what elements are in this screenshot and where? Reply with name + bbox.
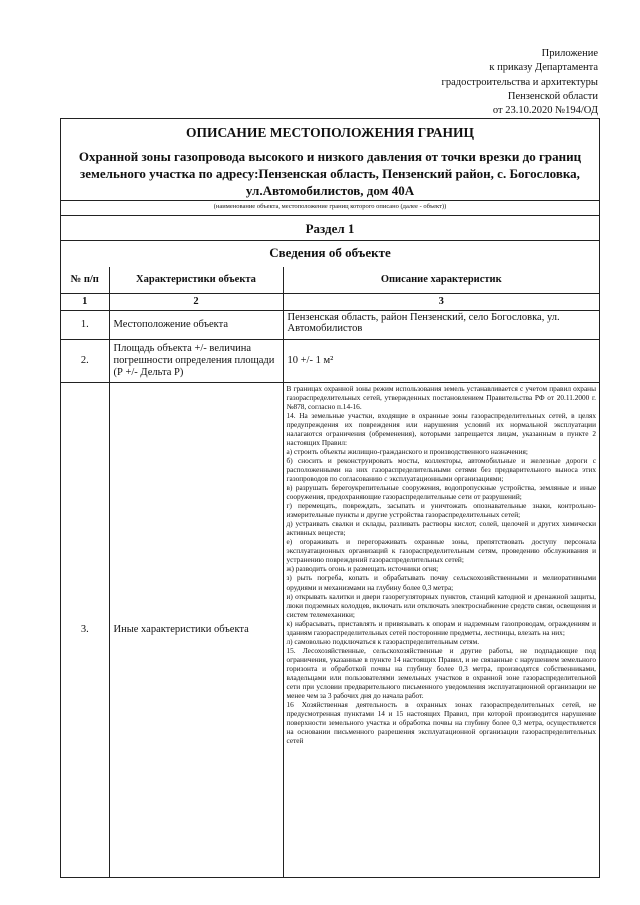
row-number: 2. bbox=[61, 339, 109, 382]
appendix-line: от 23.10.2020 №194/ОД bbox=[492, 105, 598, 117]
restriction-paragraph: и) открывать калитки и двери газорегуляторных пунктов, станций катодной и дренажной защиты, люки подземных колодцев, включать или отключать электроснабжение средств связи, освещения и систем телемеханики; bbox=[286, 591, 596, 619]
header-cell: № п/п bbox=[61, 267, 109, 293]
row-value: 10 +/- 1 м² bbox=[283, 339, 599, 382]
restriction-paragraph: а) строить объекты жилищно-гражданского и производственного назначения; bbox=[286, 446, 528, 456]
row-value: Пензенская область, район Пензенский, село Богословка, ул. Автомобилистов bbox=[283, 310, 599, 339]
number-cell: 2 bbox=[109, 293, 283, 310]
restriction-paragraph: г) перемещать, повреждать, засыпать и уничтожать опознавательные знаки, контрольно-измерительные пункты и другие устройства газораспределительных сетей; bbox=[286, 501, 596, 520]
object-caption: (наименование объекта, местоположение границ которого описано (далее - объект)) bbox=[213, 203, 447, 210]
row-number: 3. bbox=[61, 382, 109, 877]
appendix-line: к приказу Департамента bbox=[489, 62, 598, 74]
caption-rule bbox=[61, 200, 599, 201]
section-title: Раздел 1 bbox=[305, 221, 355, 236]
table-row bbox=[61, 339, 599, 382]
header-cell: Характеристики объекта bbox=[109, 267, 283, 293]
document-frame bbox=[60, 118, 600, 878]
restriction-paragraph: з) рыть погреба, копать и обрабатывать почву сельскохозяйственными и мелиоративными орудиями и механизмами на глубину более 0,3 метра; bbox=[286, 573, 596, 592]
appendix-line: Приложение bbox=[541, 48, 598, 59]
object-description: Охранной зоны газопровода высокого и низкого давления от точки врезки до границ земельного участка по адресу:Пензенская область, Пензенский район, с. Богословка, ул.Автомобилистов, дом 40А bbox=[78, 149, 582, 198]
restriction-paragraph: В границах охранной зоны режим использования земель устанавливается с учетом правил охраны газораспределительных сетей, утвержденных постановлением Правительства РФ от 20.11.2000 г. №878, согласно п.14-16. bbox=[286, 383, 596, 411]
table-numbering-row bbox=[61, 293, 599, 310]
restriction-paragraph: д) устраивать свалки и склады, разливать растворы кислот, солей, щелочей и других химически активных веществ; bbox=[286, 519, 596, 538]
appendix-block bbox=[442, 47, 598, 118]
appendix-line: Пензенской области bbox=[507, 90, 598, 102]
row-characteristic: Иные характеристики объекта bbox=[109, 382, 283, 877]
restriction-paragraph: 16 Хозяйственная деятельность в охранных зонах газораспределительных сетей, не предусмотренная пунктами 14 и 15 настоящих Правил, при которой производится нарушение поверхности земельного участка и обработка почвы на глубину более 0,3 метра, осуществляется на основании письменного разрешения эксплуатационной организации газораспределительных сетей bbox=[286, 700, 596, 746]
header-cell: Описание характеристик bbox=[283, 267, 599, 293]
number-cell: 3 bbox=[283, 293, 599, 310]
restriction-paragraph: ж) разводить огонь и размещать источники огня; bbox=[286, 564, 439, 574]
restriction-paragraph: 15. Лесохозяйственные, сельскохозяйственные и другие работы, не подпадающие под ограничения, указанные в пункте 14 настоящих Правил, и не связанные с нарушением земельного горизонта и обработкой почвы на глубину более 0,3 метра, производятся собственниками, владельцами или пользователями земельных участков в охранной зоне газораспределительной сети при условии предварительного письменного уведомления эксплуатационной организации не менее чем за 3 рабочих дня до начала работ. bbox=[286, 645, 596, 701]
document-title: ОПИСАНИЕ МЕСТОПОЛОЖЕНИЯ ГРАНИЦ bbox=[186, 125, 474, 140]
table-header-row bbox=[61, 267, 599, 293]
restriction-paragraph: л) самовольно подключаться к газораспределительным сетям. bbox=[286, 636, 480, 646]
table-row bbox=[61, 310, 599, 339]
divider bbox=[61, 215, 599, 216]
section-subtitle: Сведения об объекте bbox=[269, 245, 391, 260]
object-info-table bbox=[61, 267, 599, 877]
row-characteristic: Местоположение объекта bbox=[109, 310, 283, 339]
appendix-line: градостроительства и архитектуры bbox=[441, 76, 598, 88]
restriction-paragraph: к) набрасывать, приставлять и привязывать к опорам и надземным газопроводам, ограждениям и зданиям газораспределительных сетей посторонние предметы, лестницы, влезать на них; bbox=[286, 618, 596, 637]
table-row bbox=[61, 382, 599, 877]
restriction-paragraph: б) сносить и реконструировать мосты, коллекторы, автомобильные и железные дороги с расположенными на них газораспределительными сетями без предварительного выноса этих газопроводов по согласованию с эксплуатационными организациями; bbox=[286, 455, 596, 483]
divider bbox=[61, 240, 599, 241]
restriction-paragraph: е) огораживать и перегораживать охранные зоны, препятствовать доступу персонала эксплуатационных организаций к газораспределительным сетям, проведению обслуживания и устранению повреждений газораспределительных сетей; bbox=[286, 537, 596, 565]
row-number: 1. bbox=[61, 310, 109, 339]
restriction-paragraph: в) разрушать берегоукрепительные сооружения, водопропускные устройства, земляные и иные сооружения, предохраняющие газораспределительные сети от разрушений; bbox=[286, 483, 596, 502]
number-cell: 1 bbox=[61, 293, 109, 310]
restriction-paragraph: 14. На земельные участки, входящие в охранные зоны газораспределительных сетей, в целях предупреждения их повреждения или нарушения условий их нормальной эксплуатации налагаются ограничения (обременения), которыми запрещается лицам, указанным в пункте 2 настоящих Правил: bbox=[286, 410, 596, 447]
row-value-restrictions bbox=[283, 382, 599, 877]
row-characteristic: Площадь объекта +/- величина погрешности определения площади (Р +/- Дельта Р) bbox=[109, 339, 283, 382]
